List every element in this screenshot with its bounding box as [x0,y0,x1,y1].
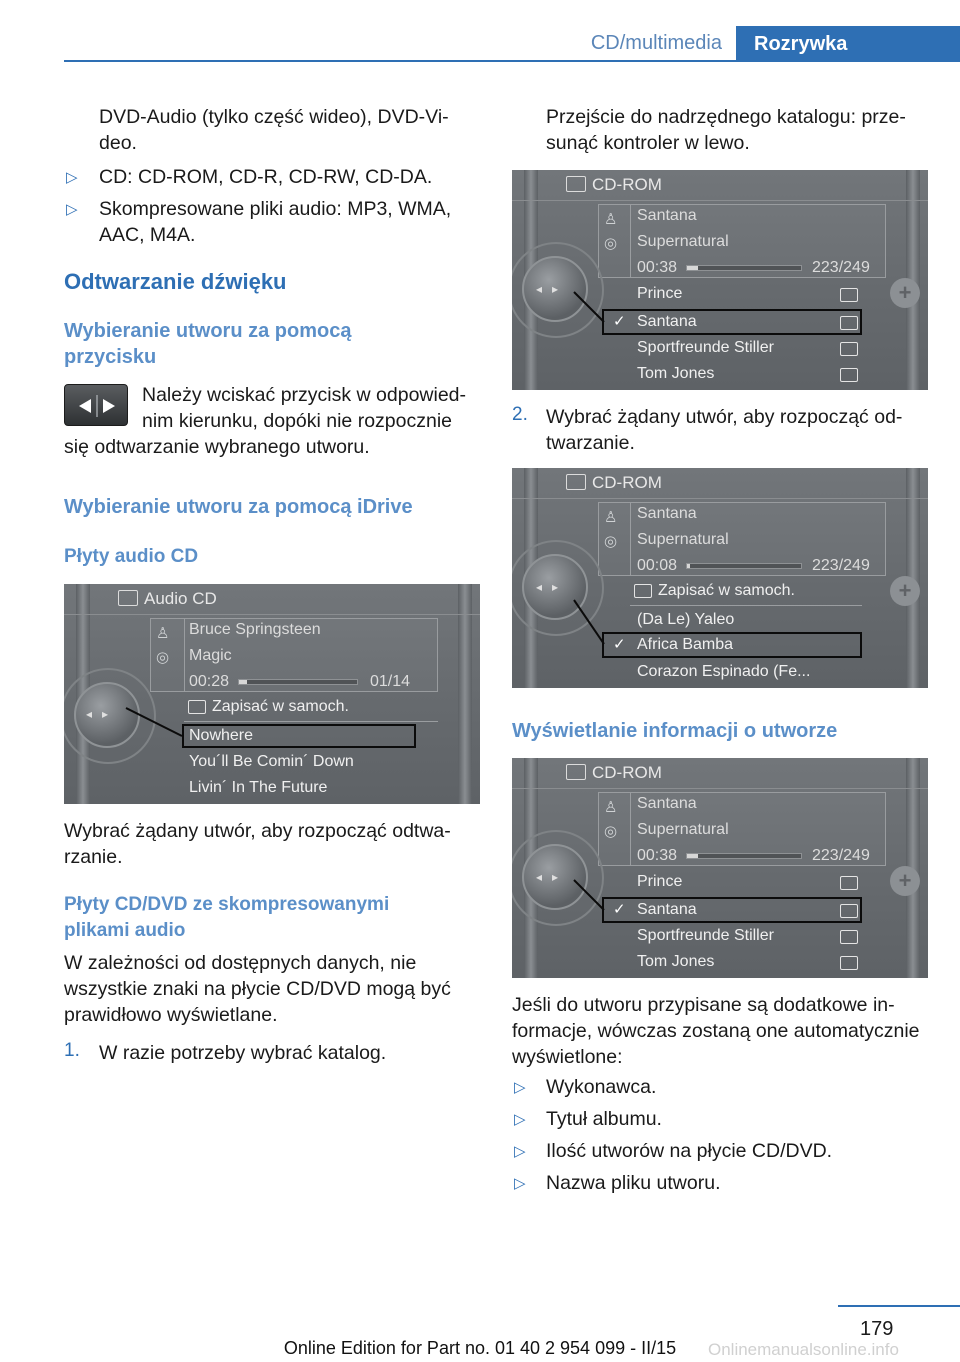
heading-audio-cd: Płyty audio CD [64,546,199,567]
heading-button-line-1: Wybieranie utworu za pomocą [64,320,352,342]
artist-icon: ♙ [604,799,618,816]
list-item[interactable]: Corazon Espinado (Fe... [637,663,811,680]
list-item[interactable]: Tom Jones [637,953,715,970]
heading-idrive: Wybieranie utworu za pomocą iDrive [64,496,413,518]
footer-rule [838,1305,960,1307]
album-icon: ◎ [604,235,618,252]
controller-arrows-icon: ◂ ▸ [536,282,559,296]
folder-icon [840,904,858,918]
bullet-icon: ▷ [514,1111,526,1128]
folder-icon [840,368,858,382]
step-number: 2. [512,404,528,425]
list-item[interactable]: (Da Le) Yaleo [637,611,735,628]
folder-icon [840,930,858,944]
folder-icon [840,288,858,302]
step-1: W razie potrzeby wybrać katalog. [99,1042,387,1064]
controller-arrows-icon: ◂ ▸ [536,870,559,884]
controller-arrows-icon: ◂ ▸ [86,707,109,721]
album-icon: ◎ [156,649,170,666]
list-item[interactable]: Nowhere [189,727,254,744]
elapsed-time: 00:38 [637,847,678,864]
artist: Bruce Springsteen [189,621,321,638]
info-text-line-2: formacje, wówczas zostaną one automatycznie [512,1020,920,1042]
heading-playback: Odtwarzanie dźwięku [64,269,287,294]
progress-bar [686,853,802,859]
track-counter: 01/14 [370,673,411,690]
select-text-line-1: Wybrać żądany utwór, aby rozpocząć odtwa- [64,820,451,842]
button-text-line-3: się odtwarzanie wybranego utworu. [64,436,370,458]
header-section: CD/multimedia [590,32,722,54]
bullet-cd: CD: CD-ROM, CD-R, CD-RW, CD-DA. [99,166,433,188]
check-icon: ✓ [613,313,626,330]
heading-track-info: Wyświetlanie informacji o utworze [512,720,838,742]
bullet-compressed-line-2: AAC, M4A. [99,224,196,246]
step-2-line-1: Wybrać żądany utwór, aby rozpocząć od- [546,406,903,428]
elapsed-time: 00:28 [189,673,230,690]
idrive-screen-cdrom-tracks [512,468,928,688]
progress-bar [238,679,358,685]
button-text-line-2: nim kierunku, dopóki nie rozpocznie [142,410,453,432]
save-to-car[interactable]: Zapisać w samoch. [658,582,795,599]
plus-icon: + [890,866,920,896]
header-rule [64,60,960,62]
progress-bar [686,265,802,271]
select-text-line-2: rzanie. [64,846,123,868]
info-text-line-1: Jeśli do utworu przypisane są dodatkowe in- [512,994,895,1016]
plus-icon: + [890,278,920,308]
artist-icon: ♙ [156,625,170,642]
idrive-screen-cdrom-info [512,758,928,978]
artist: Santana [637,795,697,812]
cd-icon [566,176,586,192]
step-number: 1. [64,1040,80,1061]
skip-button-graphic [64,384,128,426]
screen-title: CD-ROM [592,175,662,194]
folder-icon [840,316,858,330]
bullet-icon: ▷ [514,1143,526,1160]
list-item[interactable]: Africa Bamba [637,636,734,653]
album-icon: ◎ [604,823,618,840]
heading-compressed-line-1: Płyty CD/DVD ze skompresowanymi [64,894,390,915]
bullet-icon: ▷ [66,169,78,186]
list-item[interactable]: Prince [637,873,683,890]
compressed-text-line-3: prawidłowo wyświetlane. [64,1004,278,1026]
bullet-icon: ▷ [514,1079,526,1096]
list-item[interactable]: Sportfreunde Stiller [637,339,774,356]
heading-compressed-line-2: plikami audio [64,920,186,941]
header-tab: Rozrywka [736,26,960,62]
screen-title: Audio CD [144,589,217,608]
step-2-line-2: twarzanie. [546,432,635,454]
track-counter: 223/249 [812,557,870,574]
skip-arrows-icon [65,385,129,427]
artist: Santana [637,505,697,522]
compressed-text-line-1: W zależności od dostępnych danych, nie [64,952,417,974]
info-bullet: Nazwa pliku utworu. [546,1172,721,1194]
edition-footer: Online Edition for Part no. 01 40 2 954 099 - II/15 [283,1338,677,1358]
artist-icon: ♙ [604,509,618,526]
album: Supernatural [637,531,729,548]
page-number: 179 [860,1318,894,1340]
parent-text-line-1: Przejście do nadrzędnego katalogu: prze- [546,106,906,128]
album: Supernatural [637,821,729,838]
watermark: Onlinemanualsonline.info [708,1340,899,1359]
info-bullet: Wykonawca. [546,1076,657,1098]
artist-icon: ♙ [604,211,618,228]
plus-icon: + [890,576,920,606]
info-text-line-3: wyświetlone: [512,1046,623,1068]
elapsed-time: 00:38 [637,259,678,276]
album: Magic [189,647,232,664]
info-bullet: Tytuł albumu. [546,1108,662,1130]
list-item[interactable]: Livin´ In The Future [189,779,328,796]
track-counter: 223/249 [812,259,870,276]
folder-icon [840,876,858,890]
bullet-icon: ▷ [514,1175,526,1192]
idrive-screen-audio-cd [64,584,480,804]
check-icon: ✓ [613,636,626,653]
cd-icon [566,474,586,490]
progress-bar [686,563,802,569]
continued-line-2: deo. [99,132,137,154]
compressed-text-line-2: wszystkie znaki na płycie CD/DVD mogą być [64,978,451,1000]
folder-icon [840,956,858,970]
elapsed-time: 00:08 [637,557,678,574]
list-item[interactable]: Santana [637,313,697,330]
save-icon [634,584,652,598]
list-item[interactable]: Prince [637,285,683,302]
list-item[interactable]: Santana [637,901,697,918]
album: Supernatural [637,233,729,250]
cd-icon [566,764,586,780]
button-text-line-1: Należy wciskać przycisk w odpowied- [142,384,467,406]
list-item[interactable]: Sportfreunde Stiller [637,927,774,944]
bullet-icon: ▷ [66,201,78,218]
track-counter: 223/249 [812,847,870,864]
info-bullet: Ilość utworów na płycie CD/DVD. [546,1140,833,1162]
screen-title: CD-ROM [592,473,662,492]
album-icon: ◎ [604,533,618,550]
list-item[interactable]: Tom Jones [637,365,715,382]
list-item[interactable]: You´ll Be Comin´ Down [189,753,354,770]
bullet-compressed-line-1: Skompresowane pliki audio: MP3, WMA, [99,198,452,220]
controller-arrows-icon: ◂ ▸ [536,580,559,594]
heading-button-line-2: przycisku [64,346,157,368]
folder-icon [840,342,858,356]
parent-text-line-2: sunąć kontroler w lewo. [546,132,750,154]
continued-line-1: DVD-Audio (tylko część wideo), DVD-Vi- [99,106,449,128]
check-icon: ✓ [613,901,626,918]
cd-icon [118,590,138,606]
screen-title: CD-ROM [592,763,662,782]
idrive-screen-cdrom-folder [512,170,928,390]
artist: Santana [637,207,697,224]
save-to-car[interactable]: Zapisać w samoch. [212,698,349,715]
